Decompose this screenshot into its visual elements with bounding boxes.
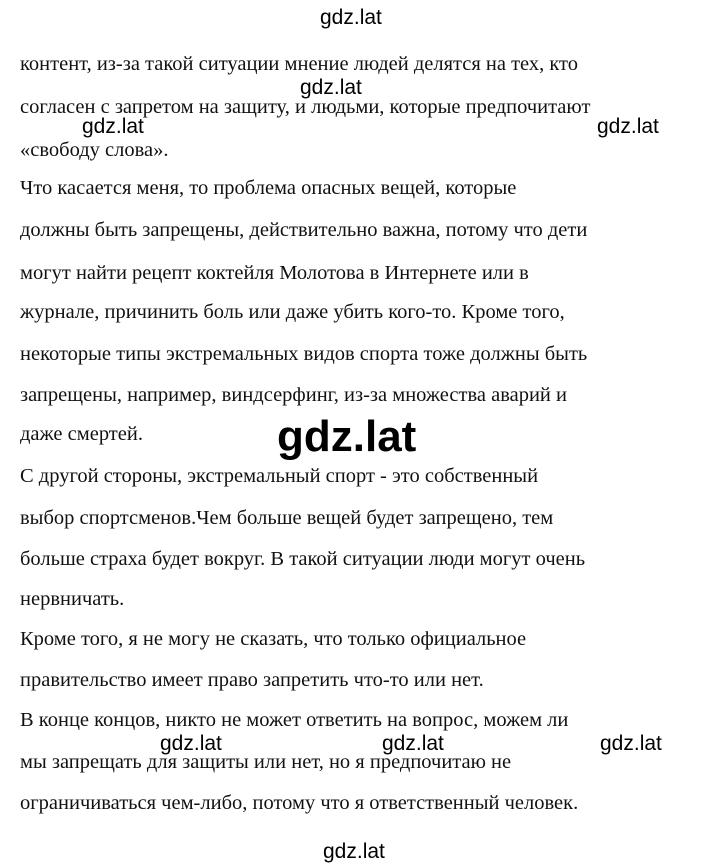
watermark-text: gdz.lat [300, 76, 362, 99]
text-line: запрещены, например, виндсерфинг, из-за множества аварий и [20, 384, 567, 406]
text-line: журнале, причинить боль или даже убить кого-то. Кроме того, [20, 301, 565, 323]
text-line: даже смертей. [20, 423, 143, 445]
text-line: мы запрещать для защиты или нет, но я предпочитаю не [20, 751, 512, 773]
watermark-text: gdz.lat [600, 732, 662, 755]
text-line: согласен с запретом на защиту, и людьми, которые предпочитают [20, 96, 591, 118]
watermark-text: gdz.lat [597, 115, 659, 138]
text-line: В конце концов, никто не может ответить на вопрос, можем ли [20, 709, 569, 731]
watermark-text: gdz.lat [320, 6, 382, 29]
text-line: контент, из-за такой ситуации мнение людей делятся на тех, кто [20, 53, 578, 75]
text-line: С другой стороны, экстремальный спорт - это собственный [20, 465, 539, 487]
watermark-text: gdz.lat [82, 115, 144, 138]
watermark-text: gdz.lat [323, 840, 385, 863]
text-line: могут найти рецепт коктейля Молотова в Интернете или в [20, 262, 529, 284]
text-line: выбор спортсменов.Чем больше вещей будет запрещено, тем [20, 507, 554, 529]
watermark-text: gdz.lat [277, 412, 417, 461]
text-line: должны быть запрещены, действительно важна, потому что дети [20, 219, 588, 241]
text-line: больше страха будет вокруг. В такой ситуации люди могут очень [20, 548, 586, 570]
text-line: Кроме того, я не могу не сказать, что только официальное [20, 628, 527, 650]
watermark-text: gdz.lat [160, 732, 222, 755]
watermark-text: gdz.lat [382, 732, 444, 755]
text-line: нервничать. [20, 588, 125, 610]
text-line: некоторые типы экстремальных видов спорта тоже должны быть [20, 343, 588, 365]
text-line: «свободу слова». [20, 139, 169, 161]
text-line: правительство имеет право запретить что-то или нет. [20, 669, 484, 691]
text-line: Что касается меня, то проблема опасных вещей, которые [20, 177, 517, 199]
text-line: ограничиваться чем-либо, потому что я ответственный человек. [20, 792, 579, 814]
